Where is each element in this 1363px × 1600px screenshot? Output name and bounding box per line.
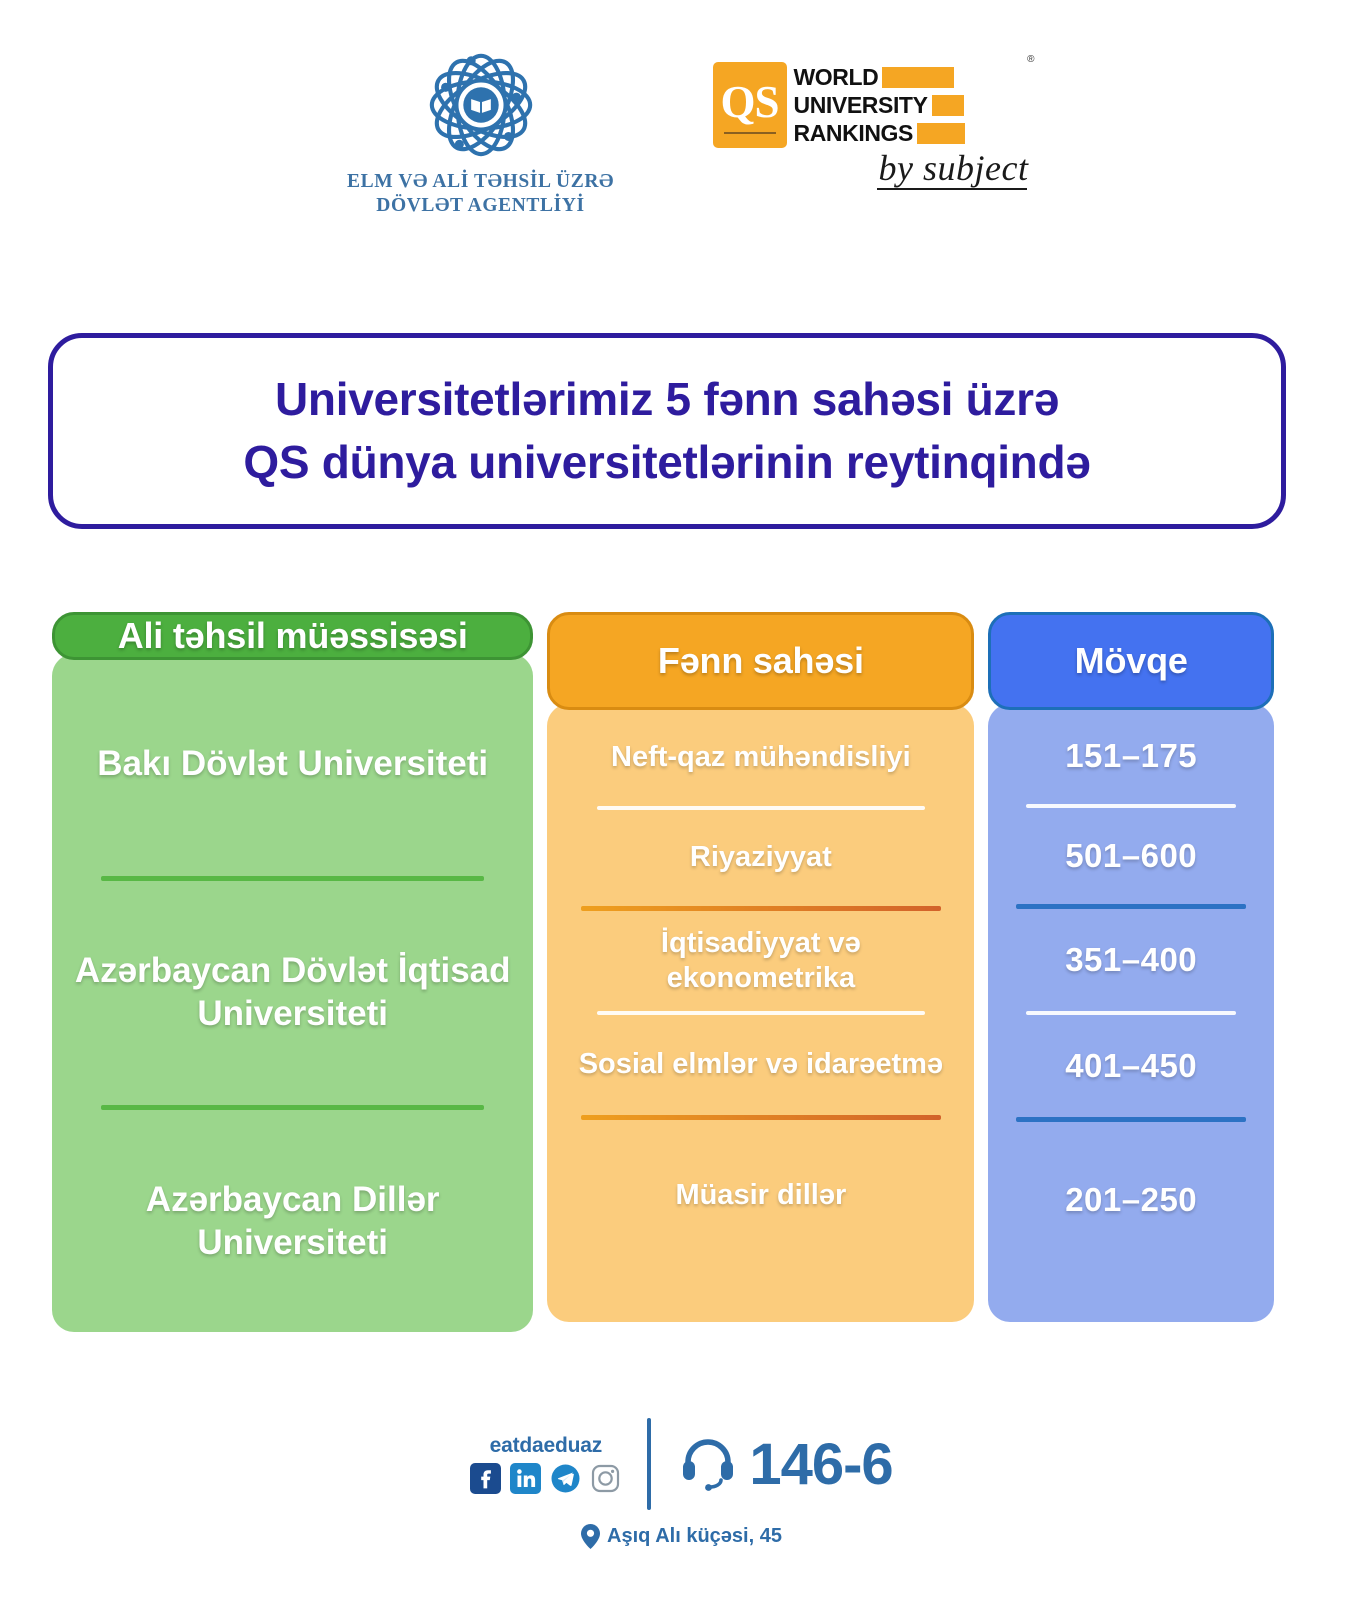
qs-accent-bar [932,95,964,116]
rankings-table [52,612,1274,1322]
table-row [70,1124,515,1320]
agency-name [347,170,614,218]
table-row [565,1021,956,1109]
header [0,46,1363,226]
table-row [70,895,515,1091]
table-row [1006,816,1256,896]
table-row [565,816,956,900]
hotline-block [677,1431,892,1498]
position-value: 401–450 [1065,1046,1198,1084]
qs-tagline: by subject [878,148,1029,188]
headset-icon [677,1433,739,1495]
table-row [565,716,956,800]
qs-line-university [794,91,965,119]
hotline-number: 146-6 [749,1431,893,1497]
table-row [565,917,956,1005]
page-title-line2: QS dünya universitetlərinin reytinqində [243,436,1091,488]
column-body-subject [547,704,974,1322]
column-body-institution [52,654,533,1332]
institution-name: Azərbaycan Dövlət İqtisad Universiteti [74,951,511,1033]
agency-logo [331,46,631,218]
column-position [988,612,1274,1322]
position-value: 151–175 [1065,736,1198,774]
position-value: 351–400 [1065,940,1198,978]
row-divider [597,1011,925,1015]
table-row [1006,917,1256,1003]
table-row [70,666,515,862]
group-divider [101,876,484,881]
address-row [581,1524,782,1549]
qs-word-rankings: RANKINGS [793,119,913,146]
group-divider [581,1115,941,1120]
row-divider [597,806,925,810]
institution-name: Bakı Dövlət Universiteti [97,743,489,783]
table-row [565,1126,956,1266]
instagram-icon[interactable] [590,1463,621,1494]
qs-world-university-rankings-logo [713,46,1033,190]
column-header-subject [547,612,974,710]
footer [0,1418,1363,1549]
atom-book-icon [422,46,540,164]
linkedin-icon[interactable] [510,1463,541,1494]
qs-mark [713,62,787,148]
page-title-line1: Universitetlərimiz 5 fənn sahəsi üzrə [275,373,1059,426]
facebook-icon[interactable] [470,1463,501,1494]
column-body-position [988,704,1274,1322]
qs-word-world: WORLD [793,63,879,90]
table-row [1006,1023,1256,1109]
group-divider [101,1105,484,1110]
column-header-institution-label: Ali təhsil müəssisəsi [117,615,468,656]
column-header-subject-label: Fənn sahəsi [657,640,864,681]
subject-name: Neft-qaz mühəndisliyi [611,741,911,774]
group-divider [581,906,941,911]
social-icons [470,1463,621,1494]
subject-name: Sosial elmlər və idarəetmə [578,1048,944,1081]
qs-underline [724,132,776,134]
telegram-icon[interactable] [550,1463,581,1494]
subject-name: İqtisadiyyat və ekonometrika [660,926,861,994]
table-row [1006,716,1256,796]
footer-contact-row [470,1418,892,1510]
registered-mark: ® [1027,54,1035,65]
social-handle: eatdaeduaz [489,1434,603,1457]
social-block [470,1434,621,1494]
agency-name-line2: DÖVLƏT AGENTLİYİ [376,194,585,216]
qs-line-rankings [794,119,965,147]
group-divider [1016,1117,1246,1122]
column-header-position [988,612,1274,710]
qs-word-university: UNIVERSITY [793,91,928,118]
qs-accent-bar [917,123,965,144]
column-header-institution [52,612,533,660]
row-divider [1026,1011,1236,1015]
qs-accent-bar [882,67,954,88]
row-divider [1026,804,1236,808]
column-subject [547,612,974,1322]
footer-divider [647,1418,651,1510]
address-text: Aşıq Alı küçəsi, 45 [607,1525,782,1547]
institution-name: Azərbaycan Dillər Universiteti [145,1180,440,1262]
title-banner [48,333,1286,529]
group-divider [1016,904,1246,909]
location-pin-icon [581,1524,600,1549]
position-value: 501–600 [1065,836,1198,874]
agency-name-line1: ELM VƏ ALİ TƏHSİL ÜZRƏ [346,171,615,192]
subject-name: Müasir dillər [675,1179,847,1212]
table-row [1006,1130,1256,1270]
column-institution [52,612,533,1322]
qs-mark-text: QS [720,76,779,127]
column-header-position-label: Mövqe [1074,640,1188,681]
qs-line-world [794,63,965,91]
position-value: 201–250 [1065,1180,1198,1218]
subject-name: Riyaziyyat [689,841,832,874]
qs-tagline-underline [877,188,1027,190]
